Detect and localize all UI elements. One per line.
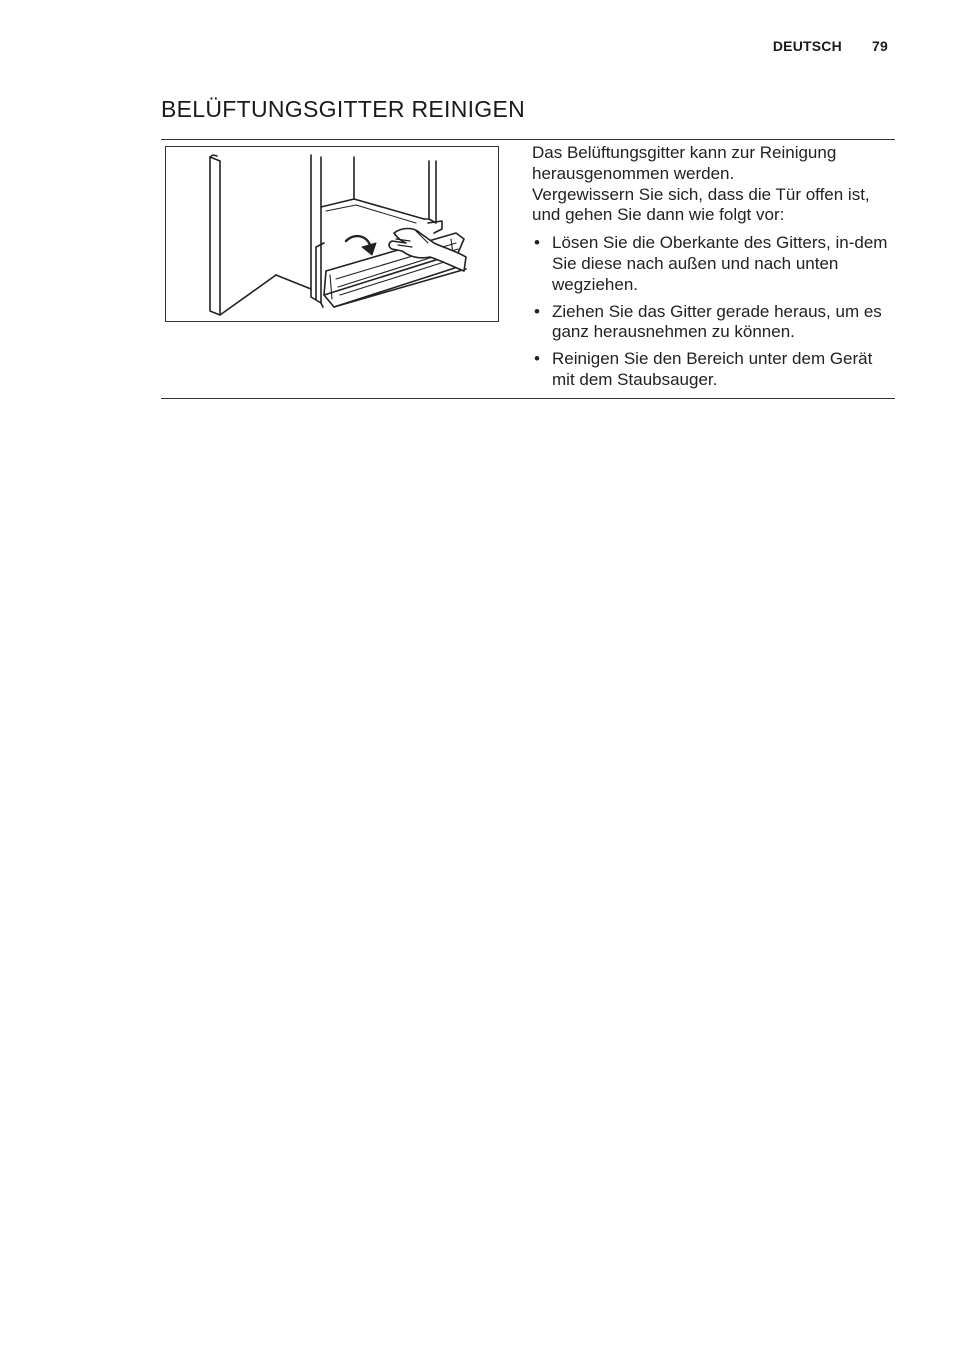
top-divider: [161, 139, 895, 140]
step-text: Reinigen Sie den Bereich unter dem Gerät mit dem Staubsauger.: [552, 349, 873, 389]
vent-grille-removal-illustration: [165, 146, 499, 322]
list-item: [532, 233, 894, 295]
header-language: DEUTSCH: [772, 38, 842, 54]
intro-paragraph-1: Das Belüftungsgitter kann zur Reinigung herausgenommen werden.: [532, 143, 837, 183]
rotation-arrow: [346, 236, 370, 245]
bullet-icon: •: [534, 349, 540, 369]
list-item: [532, 302, 894, 344]
step-text: Ziehen Sie das Gitter gerade heraus, um es ganz herausnehmen zu können.: [552, 301, 882, 342]
section-title: BELÜFTUNGSGITTER REINIGEN: [161, 96, 526, 122]
cabinet-frame: [429, 161, 436, 223]
list-item: [532, 349, 894, 391]
step-text: Lösen Sie die Oberkante des Gitters, in-dem Sie diese nach außen und nach unten wegziehen.: [552, 233, 888, 294]
bullet-icon: •: [534, 233, 540, 253]
bottom-divider: [161, 398, 895, 399]
page-number: 79: [872, 38, 888, 54]
page-header: [773, 38, 888, 54]
steps-list: [532, 233, 894, 391]
door-outline: [210, 157, 220, 315]
instructions: [532, 143, 894, 397]
bullet-icon: •: [534, 301, 540, 321]
intro-paragraph-2: Vergewissern Sie sich, dass die Tür offen ist, und gehen Sie dann wie folgt vor:: [532, 184, 870, 225]
